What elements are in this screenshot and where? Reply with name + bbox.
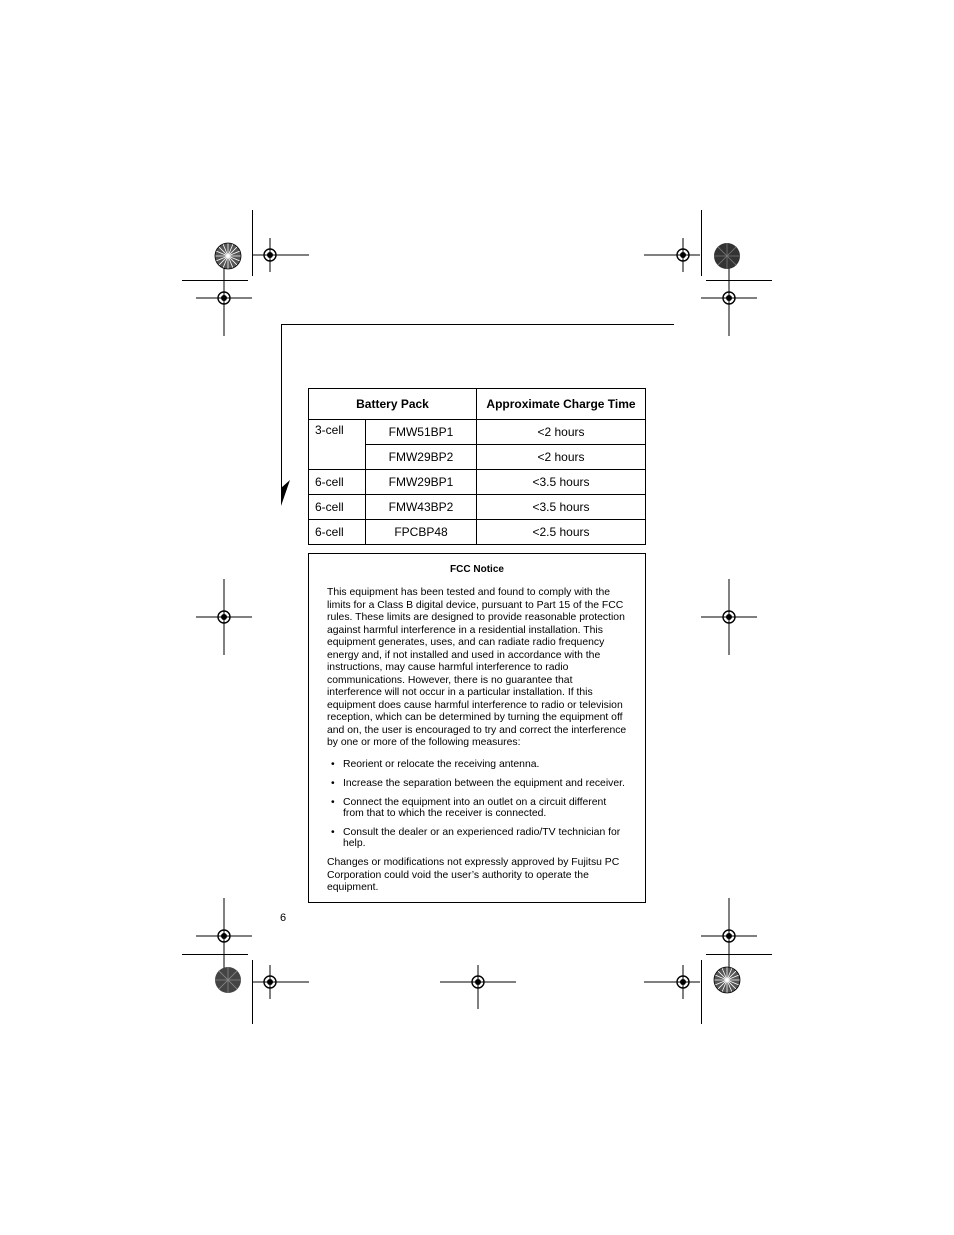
table-row [309, 495, 646, 520]
header-charge-time: Approximate Charge Time [477, 389, 646, 420]
registration-mark-icon [701, 579, 757, 655]
cell-type: 6-cell [309, 495, 366, 520]
star-target-icon [214, 242, 242, 270]
page-frame-left [281, 324, 282, 502]
cell-type: 6-cell [309, 470, 366, 495]
table-row [309, 420, 646, 445]
model-number: FPCBP48 [366, 520, 477, 545]
fcc-measures-list [327, 759, 629, 857]
star-target-icon [214, 966, 242, 994]
registration-mark-icon [196, 260, 252, 336]
battery-charge-table [308, 388, 646, 545]
model-number: FMW29BP1 [366, 470, 477, 495]
star-target-icon [713, 242, 741, 270]
fcc-notice-title: FCC Notice [450, 564, 504, 575]
list-item: • Connect the equipment into an outlet on a circuit different from that to which the receiver is connected. [327, 797, 629, 819]
registration-mark-icon [253, 965, 309, 999]
charge-time: <3.5 hours [477, 470, 646, 495]
registration-mark-icon [196, 579, 252, 655]
model-number: FMW51BP1 [366, 420, 477, 445]
registration-mark-icon [701, 898, 757, 974]
list-item: • Consult the dealer or an experienced radio/TV technician for help. [327, 827, 629, 849]
charge-time: <2.5 hours [477, 520, 646, 545]
section-tab-marker [281, 480, 291, 506]
charge-time: <3.5 hours [477, 495, 646, 520]
table-row [309, 470, 646, 495]
fcc-notice-footer: Changes or modifications not expressly approved by Fujitsu PC Corporation could void the user’s authority to operate the equipment. [327, 857, 620, 893]
list-item: • Increase the separation between the equipment and receiver. [327, 778, 629, 789]
registration-mark-icon [253, 238, 309, 272]
cell-type: 3-cell [309, 420, 366, 470]
page-number: 6 [280, 912, 287, 924]
registration-mark-icon [196, 898, 252, 974]
star-target-icon [713, 966, 741, 994]
table-header-row [309, 389, 646, 420]
cell-type: 6-cell [309, 520, 366, 545]
list-item: • Reorient or relocate the receiving antenna. [327, 759, 629, 770]
registration-mark-icon [440, 965, 516, 1009]
header-battery-pack: Battery Pack [309, 389, 477, 420]
model-number: FMW29BP2 [366, 445, 477, 470]
table-row [309, 520, 646, 545]
fcc-notice-box [308, 553, 646, 903]
fcc-notice-body: This equipment has been tested and found to comply with the limits for a Class B digital device, pursuant to Part 15 of the FCC rules. These limits are designed to provide reasonable protection against harmful interference in a residential installation. This equipment generates, uses, and can radiate radio frequency energy and, if not installed and used in accordance with the instructions, may cause harmful interference to radio communications. However, there is no guarantee that interference will not occur in a particular installation. If this equipment does cause harmful interference to radio or television reception, which can be determined by turning the equipment off and on, the user is encouraged to try and correct the interference by one or more of the following measures: [327, 587, 627, 748]
page-frame-top [281, 324, 674, 325]
registration-mark-icon [644, 965, 700, 999]
model-number: FMW43BP2 [366, 495, 477, 520]
charge-time: <2 hours [477, 445, 646, 470]
registration-mark-icon [701, 260, 757, 336]
registration-mark-icon [644, 238, 700, 272]
charge-time: <2 hours [477, 420, 646, 445]
